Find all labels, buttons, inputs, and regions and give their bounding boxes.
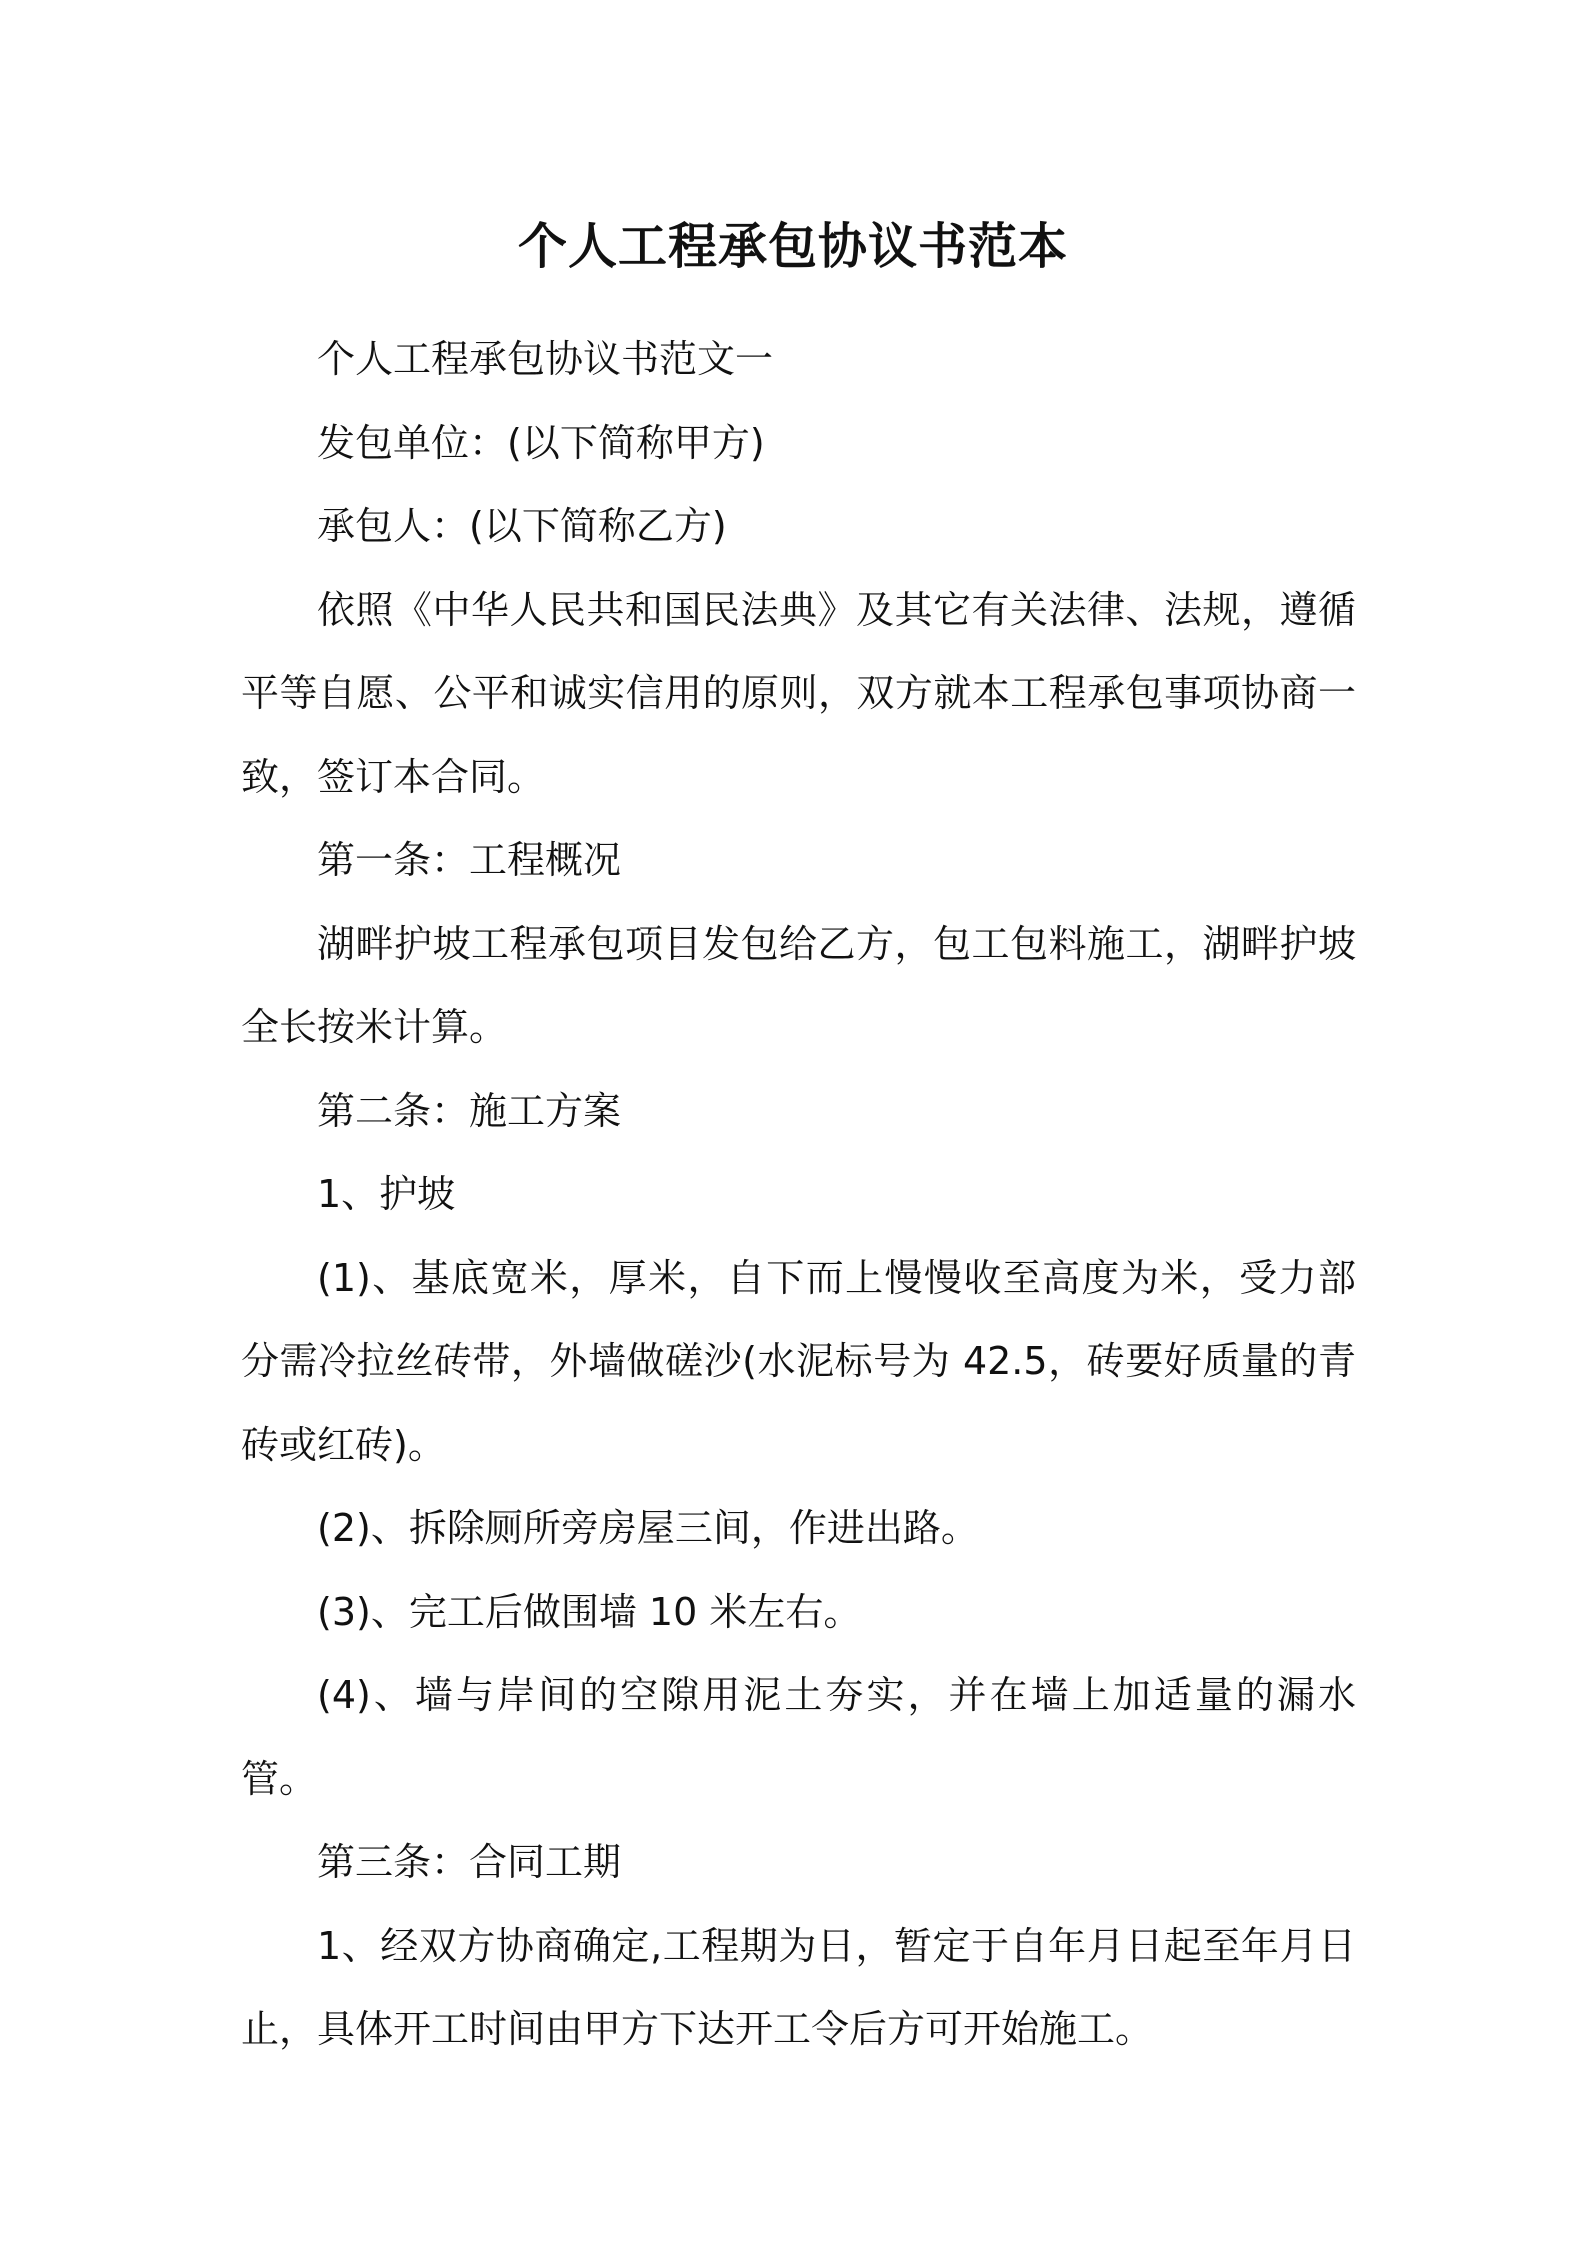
- paragraph-subtitle: 个人工程承包协议书范文一: [317, 337, 774, 381]
- article-2-heading: 第二条：施工方案: [317, 1088, 622, 1133]
- article-2-subitem-1: (1)、基底宽米，厚米，自下而上慢慢收至高度为米，受力部分需冷拉丝砖带，外墙做磋沙(水泥标号为 42.5，砖要好质量的青砖或红砖)。: [241, 1255, 1356, 1467]
- paragraph-party-a: 发包单位：(以下简称甲方): [317, 420, 765, 465]
- article-1-text: 湖畔护坡工程承包项目发包给乙方，包工包料施工，湖畔护坡全长按米计算。: [241, 921, 1356, 1049]
- paragraph-preamble: 依照《中华人民共和国民法典》及其它有关法律、法规，遵循平等自愿、公平和诚实信用的原则，双方就本工程承包事项协商一致，签订本合同。: [241, 587, 1356, 799]
- article-2-subitem-4: (4)、墙与岸间的空隙用泥土夯实，并在墙上加适量的漏水管。: [241, 1673, 1356, 1801]
- article-2-subitem-2: (2)、拆除厕所旁房屋三间，作进出路。: [317, 1506, 979, 1550]
- article-1-heading: 第一条：工程概况: [317, 838, 622, 882]
- document-body: [241, 318, 1356, 2072]
- article-3-item-1: 1、经双方协商确定,工程期为日，暂定于自年月日起至年月日止，具体开工时间由甲方下达开工令后方可开始施工。: [241, 1923, 1356, 2051]
- article-2-item-1: 1、护坡: [317, 1172, 456, 1216]
- article-3-heading: 第三条：合同工期: [317, 1840, 622, 1884]
- document-title: 个人工程承包协议书范本: [517, 218, 1068, 275]
- paragraph-party-b: 承包人：(以下简称乙方): [317, 504, 727, 548]
- article-2-subitem-3: (3)、完工后做围墙 10 米左右。: [317, 1589, 862, 1634]
